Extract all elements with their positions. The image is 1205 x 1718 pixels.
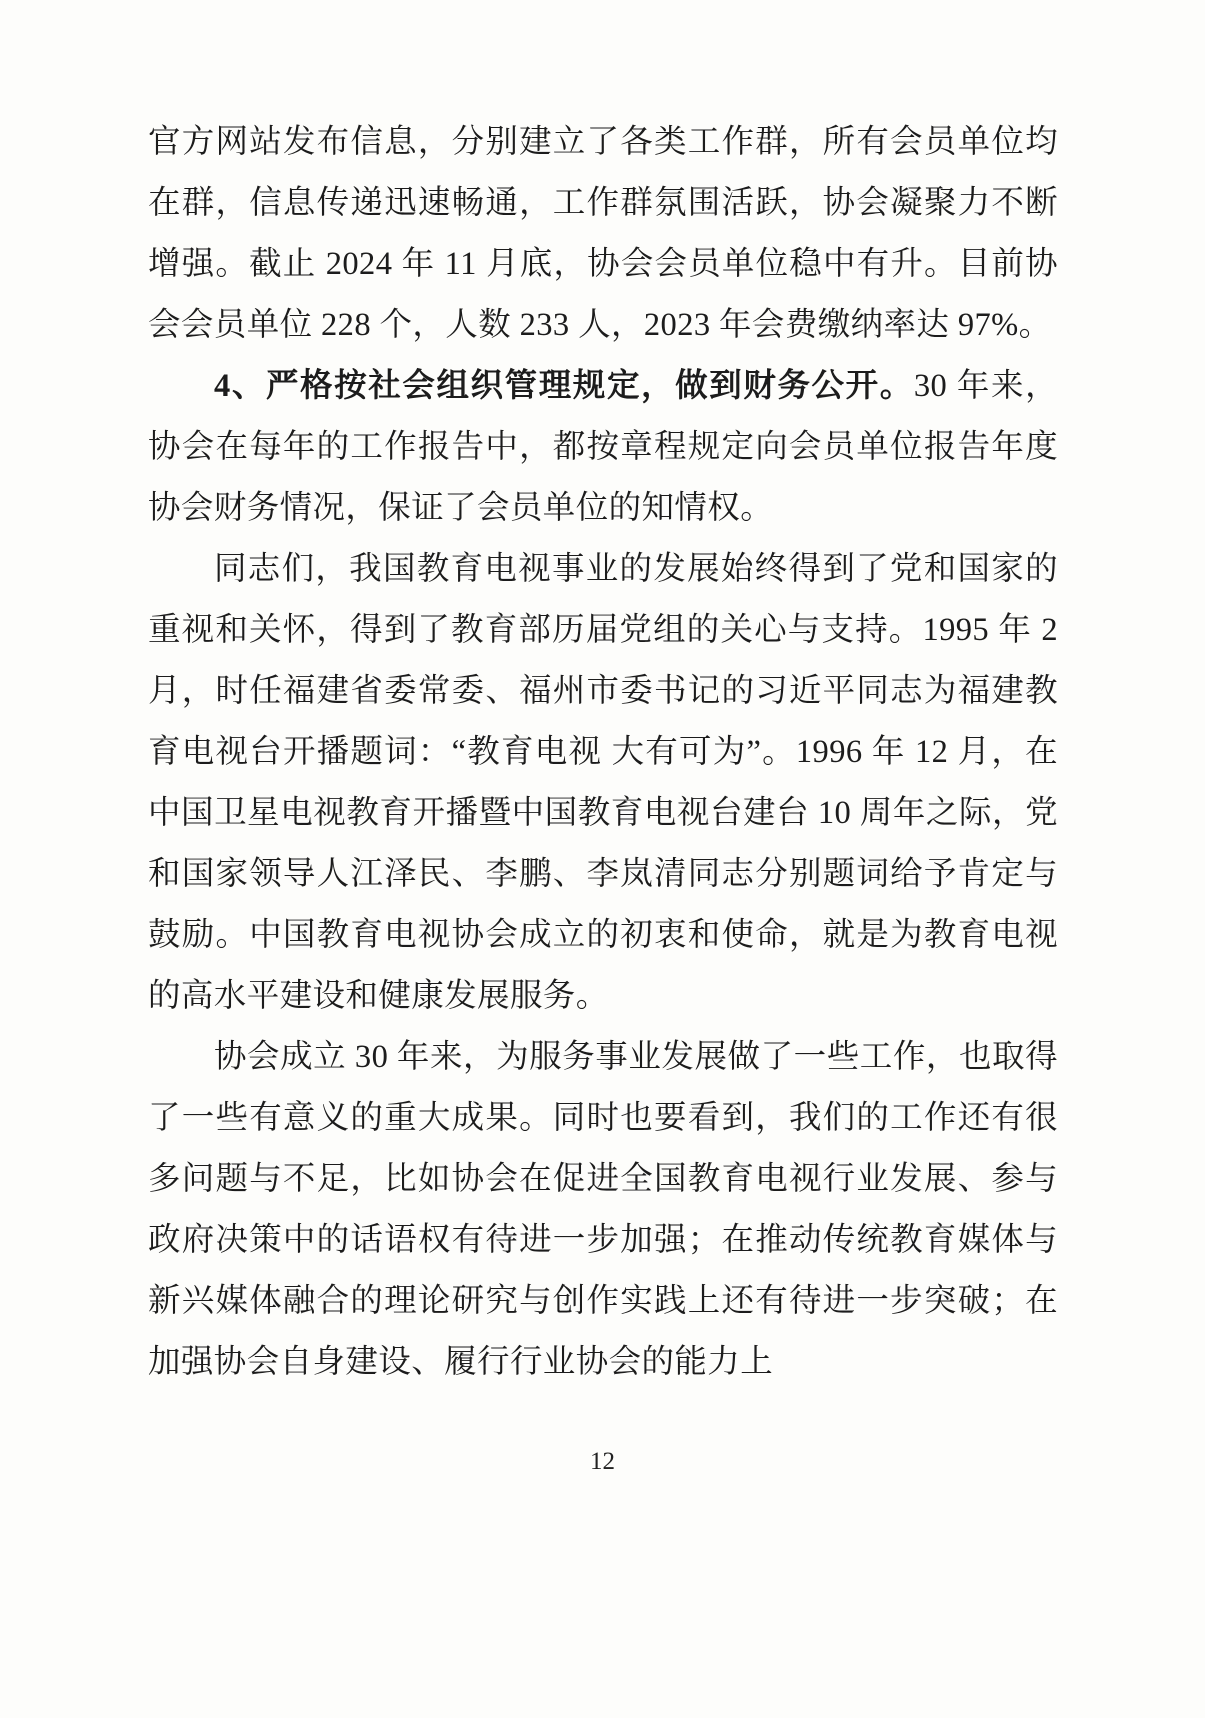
paragraph-2-heading: 4、严格按社会组织管理规定，做到财务公开。 xyxy=(214,368,914,404)
paragraph-2-body: 30 年来，协会在每年的工作报告中，都按章程规定向会员单位报告年度协会财务情况，保证了会员单位的知情权。 xyxy=(148,368,1059,526)
paragraph-3: 同志们，我国教育电视事业的发展始终得到了党和国家的重视和关怀，得到了教育部历届党组的关心与支持。1995 年 2 月，时任福建省委常委、福州市委书记的习近平同志为福建教育电视台开播题词：“教育电视 大有可为”。1996 年 12 月，在中国卫星电视教育开播暨中国教育电视台建台 10 周年之际，党和国家领导人江泽民、李鹏、李岚清同志分别题词给予肯定与鼓励。中国教育电视协会成立的初衷和使命，就是为教育电视的高水平建设和健康发展服务。 xyxy=(148,551,1058,1014)
paragraph-2 xyxy=(148,356,1058,539)
paragraph-4: 协会成立 30 年来，为服务事业发展做了一些工作，也取得了一些有意义的重大成果。同时也要看到，我们的工作还有很多问题与不足，比如协会在促进全国教育电视行业发展、参与政府决策中的话语权有待进一步加强；在推动传统教育媒体与新兴媒体融合的理论研究与创作实践上还有待进一步突破；在加强协会自身建设、履行行业协会的能力上 xyxy=(148,1039,1058,1380)
page-content xyxy=(148,112,1058,1393)
paragraph-1: 官方网站发布信息，分别建立了各类工作群，所有会员单位均在群，信息传递迅速畅通，工作群氛围活跃，协会凝聚力不断增强。截止 2024 年 11 月底，协会会员单位稳中有升。目前协会会员单位 228 个，人数 233 人，2023 年会费缴纳率达 97%。 xyxy=(148,124,1058,343)
page-number: 12 xyxy=(590,1448,615,1475)
